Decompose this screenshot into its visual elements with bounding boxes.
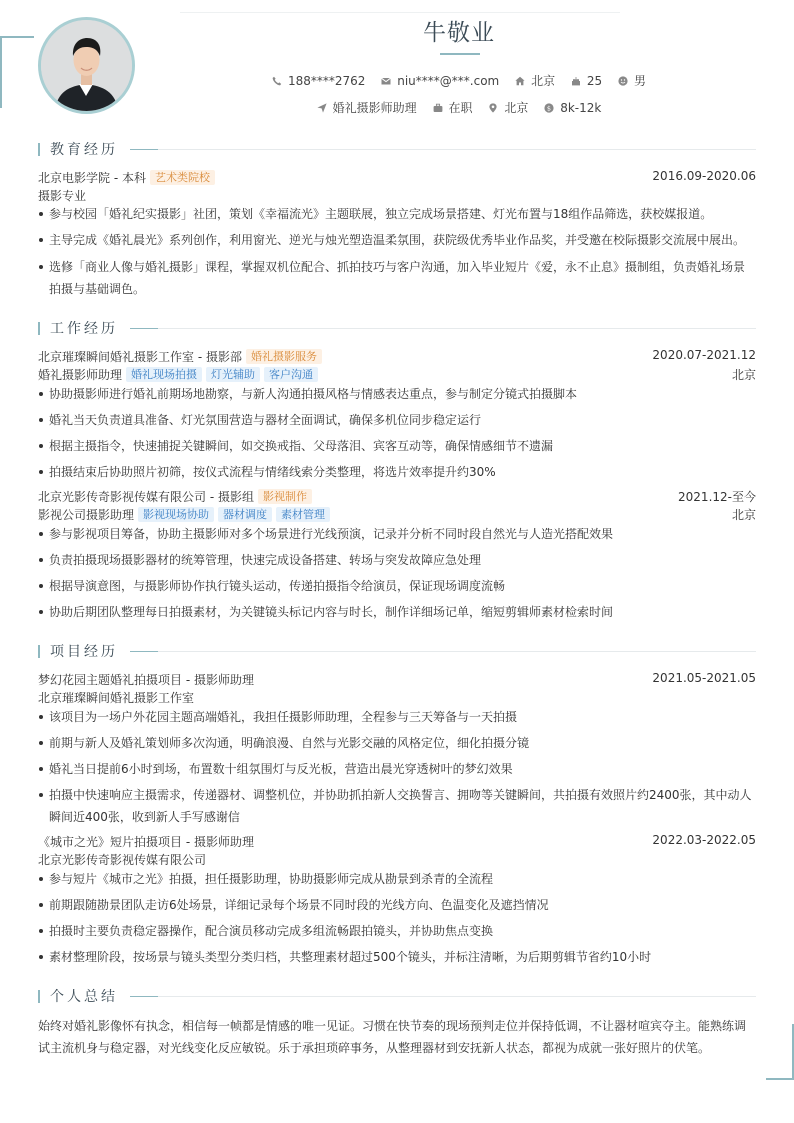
phone-item: 188****2762 bbox=[272, 74, 365, 88]
contact-info-row bbox=[0, 72, 794, 89]
salary-item: $ 8k-12k bbox=[544, 101, 601, 115]
section-divider bbox=[158, 651, 756, 652]
industry-tag: 影视制作 bbox=[258, 489, 312, 504]
candidate-name: 牛敬业 bbox=[423, 20, 495, 46]
home-icon bbox=[515, 76, 525, 86]
work-bullet: 负责拍摄现场摄影器材的统筹管理，快速完成设备搭建、转场与突发故障应急处理 bbox=[38, 549, 756, 571]
education-bullet: 选修「商业人像与婚礼摄影」课程，掌握双机位配合、抓拍技巧与客户沟通，加入毕业短片《爱，永不止息》摄制组，负责婚礼场景 拍摄与基础调色。 bbox=[38, 256, 756, 300]
company-name: 北京光影传奇影视传媒有限公司 - 摄影组 bbox=[38, 490, 254, 504]
corner-decoration-bottom-right bbox=[766, 1024, 794, 1080]
project-dates: 2022.03-2022.05 bbox=[652, 833, 756, 847]
work-header bbox=[38, 488, 756, 505]
skill-tag: 灯光辅助 bbox=[206, 367, 260, 382]
work-bullet: 婚礼当天负责道具准备、灯光氛围营造与器材全面调试，确保多机位同步稳定运行 bbox=[38, 409, 756, 431]
industry-tag: 婚礼摄影服务 bbox=[246, 349, 322, 364]
project-bullet: 前期跟随勘景团队走访6处场景，详细记录每个场景不同时段的光线方向、色温变化及遮挡情况 bbox=[38, 894, 756, 916]
education-bullet: 主导完成《婚礼晨光》系列创作，利用窗光、逆光与烛光塑造温柔氛围，获院级优秀毕业作品奖，并受邀在校际摄影交流展中展出。 bbox=[38, 229, 756, 251]
skill-tag: 婚礼现场拍摄 bbox=[126, 367, 202, 382]
project-bullet: 参与短片《城市之光》拍摄，担任摄影助理，协助摄影师完成从勘景到杀青的全流程 bbox=[38, 868, 756, 890]
section-divider bbox=[158, 328, 756, 329]
section-divider bbox=[158, 996, 756, 997]
education-header bbox=[38, 169, 756, 186]
job-intention-row bbox=[0, 99, 794, 116]
target-city-item: 北京 bbox=[488, 99, 528, 116]
target-position-item: 婚礼摄影师助理 bbox=[317, 99, 417, 116]
phone-icon bbox=[272, 76, 282, 86]
work-location: 北京 bbox=[731, 368, 756, 382]
project-title: 梦幻花园主题婚礼拍摄项目 - 摄影师助理 bbox=[38, 673, 254, 687]
skill-tag: 客户沟通 bbox=[264, 367, 318, 382]
project-dates: 2021.05-2021.05 bbox=[652, 671, 756, 685]
project-bullet: 该项目为一场户外花园主题高端婚礼，我担任摄影师助理，全程参与三天筹备与一天拍摄 bbox=[38, 706, 756, 728]
project-header bbox=[38, 833, 756, 850]
section-title-education: 教育经历 bbox=[38, 141, 158, 157]
major: 摄影专业 bbox=[38, 189, 87, 203]
project-bullet: 素材整理阶段，按场景与镜头类型分类归档，共整理素材超过500个镜头，并标注清晰，为后期剪辑节省约10小时 bbox=[38, 946, 756, 968]
project-org: 北京璀璨瞬间婚礼摄影工作室 bbox=[38, 691, 195, 705]
work-bullet: 参与影视项目筹备，协助主摄影师对多个场景进行光线预演，记录并分析不同时段自然光与人造光搭配效果 bbox=[38, 523, 756, 545]
city-item: 北京 bbox=[515, 72, 555, 89]
name-underline bbox=[440, 53, 480, 55]
section-title-projects: 项目经历 bbox=[38, 643, 158, 659]
school-name: 北京电影学院 - 本科 bbox=[38, 171, 146, 185]
section-title-work: 工作经历 bbox=[38, 320, 158, 336]
education-dates: 2016.09-2020.06 bbox=[652, 169, 756, 183]
age-item: 25 bbox=[571, 74, 602, 88]
top-divider bbox=[180, 12, 620, 13]
school-tag: 艺术类院校 bbox=[150, 170, 215, 185]
email-item: niu****@***.com bbox=[381, 74, 499, 88]
status-item: 在职 bbox=[433, 99, 473, 116]
location-pin-icon bbox=[488, 103, 498, 113]
section-divider bbox=[158, 149, 756, 150]
summary-text: 始终对婚礼影像怀有执念，相信每一帧都是情感的唯一见证。习惯在快节奏的现场预判走位并保持低调，不让器材喧宾夺主。能熟练调试主流机身与稳定器，对光线变化反应敏锐。乐于承担琐碎事务，从整理器材到安抚新人状态，都视为成就一张好照片的伏笔。 bbox=[38, 1019, 747, 1055]
job-title: 影视公司摄影助理 bbox=[38, 508, 135, 522]
job-title: 婚礼摄影师助理 bbox=[38, 368, 123, 382]
project-bullet: 拍摄时主要负责稳定器操作，配合演员移动完成多组流畅跟拍镜头，并协助焦点变换 bbox=[38, 920, 756, 942]
skill-tag: 素材管理 bbox=[276, 507, 330, 522]
coin-icon bbox=[544, 103, 554, 113]
smile-icon bbox=[618, 76, 628, 86]
project-bullet: 婚礼当日提前6小时到场，布置数十组氛围灯与反光板，营造出晨光穿透树叶的梦幻效果 bbox=[38, 758, 756, 780]
work-role bbox=[38, 366, 756, 383]
project-org: 北京光影传奇影视传媒有限公司 bbox=[38, 853, 207, 867]
work-bullet: 拍摄结束后协助照片初筛，按仪式流程与情绪线索分类整理，将选片效率提升约30% bbox=[38, 461, 756, 483]
project-bullet: 前期与新人及婚礼策划师多次沟通，明确浪漫、自然与光影交融的风格定位，细化拍摄分镜 bbox=[38, 732, 756, 754]
work-bullet: 根据主摄指令，快速捕捉关键瞬间，如交换戒指、父母落泪、宾客互动等，确保情感细节不遗漏 bbox=[38, 435, 756, 457]
svg-text:$: $ bbox=[547, 103, 552, 112]
work-dates: 2021.12-至今 bbox=[678, 490, 756, 504]
work-bullet: 根据导演意图，与摄影师协作执行镜头运动，传递拍摄指令给演员，保证现场调度流畅 bbox=[38, 575, 756, 597]
gender-item: 男 bbox=[618, 72, 646, 89]
work-header bbox=[38, 348, 756, 365]
work-location: 北京 bbox=[731, 508, 756, 522]
cake-icon bbox=[571, 76, 581, 86]
work-dates: 2020.07-2021.12 bbox=[652, 348, 756, 362]
skill-tag: 器材调度 bbox=[218, 507, 272, 522]
work-bullet: 协助摄影师进行婚礼前期场地勘察，与新人沟通拍摄风格与情感表达重点，参与制定分镜式拍摄脚本 bbox=[38, 383, 756, 405]
work-bullet: 协助后期团队整理每日拍摄素材，为关键镜头标记内容与时长，制作详细场记单，缩短剪辑师素材检索时间 bbox=[38, 601, 756, 623]
company-name: 北京璀璨瞬间婚礼摄影工作室 - 摄影部 bbox=[38, 350, 242, 364]
education-bullet: 参与校园「婚礼纪实摄影」社团，策划《幸福流光》主题联展，独立完成场景搭建、灯光布置与18组作品筛选，获校媒报道。 bbox=[38, 203, 756, 225]
project-title: 《城市之光》短片拍摄项目 - 摄影师助理 bbox=[38, 835, 254, 849]
send-icon bbox=[317, 103, 327, 113]
work-role bbox=[38, 506, 756, 523]
project-bullet: 拍摄中快速响应主摄需求，传递器材、调整机位，并协助抓拍新人交换誓言、拥吻等关键瞬间，共拍摄有效照片约2400张，其中动人 瞬间近400张，收到新人手写感谢信 bbox=[38, 784, 756, 828]
project-header bbox=[38, 671, 756, 688]
section-title-summary: 个人总结 bbox=[38, 988, 158, 1004]
skill-tag: 影视现场协助 bbox=[138, 507, 214, 522]
mail-icon bbox=[381, 76, 391, 86]
briefcase-icon bbox=[433, 103, 443, 113]
